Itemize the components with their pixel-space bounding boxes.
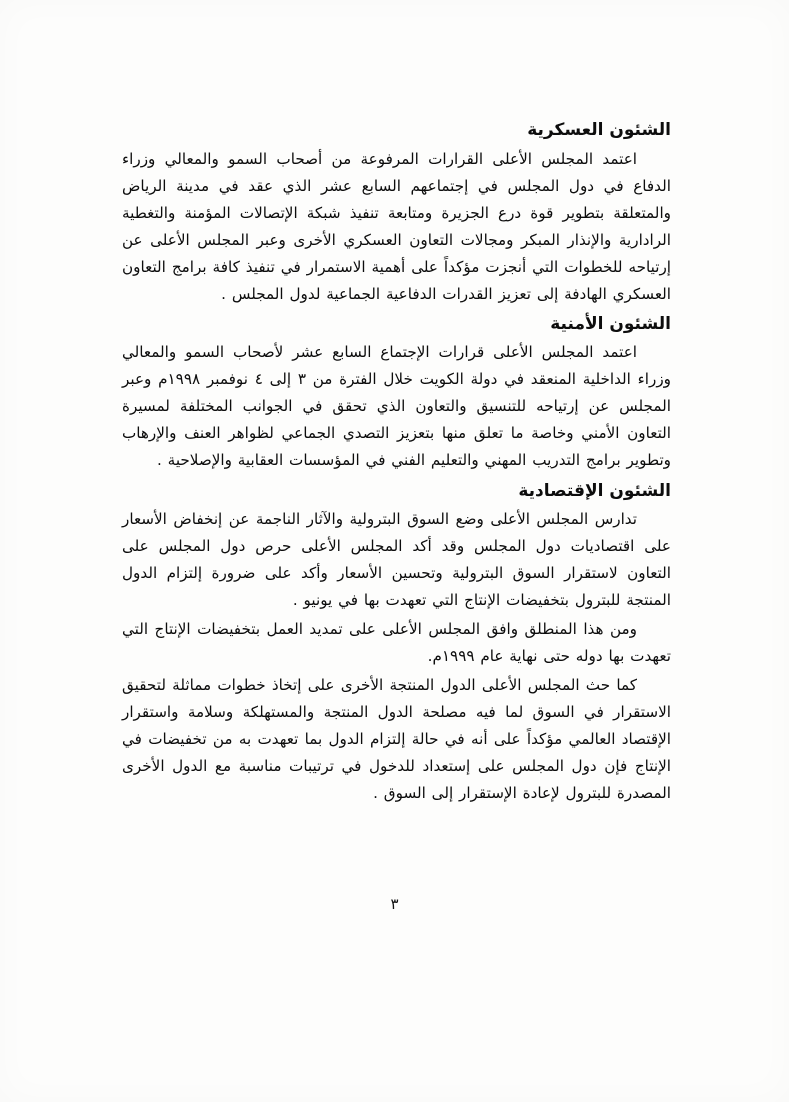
section-security-affairs [122,312,671,475]
paragraph-military-affairs-1: اعتمد المجلس الأعلى القرارات المرفوعة من أصحاب السمو والمعالي وزراء الدفاع في دول المجلس في إجتماعهم السابع عشر الذي عقد في مدينة الرياض والمتعلقة بتطوير قوة درع الجزيرة ومتابعة تنفيذ شبكة الإتصالات المؤمنة والتغطية الرادارية والإنذار المبكر ومجالات التعاون العسكري الأخرى وعبر المجلس الأعلى عن إرتياحه للخطوات التي أنجزت مؤكداً على أهمية الاستمرار في تنفيذ كافة برامج التعاون العسكري الهادفة إلى تعزيز القدرات الدفاعية الجماعية لدول المجلس . [122,149,671,303]
section-heading-security-affairs: الشئون الأمنية [550,313,671,334]
document-body [122,118,671,812]
paragraph-security-affairs-1: اعتمد المجلس الأعلى قرارات الإجتماع السابع عشر لأصحاب السمو والمعالي وزراء الداخلية المنعقد في دولة الكويت خلال الفترة من ٣ إلى ٤ نوفمبر ١٩٩٨م وعبر المجلس عن إرتياحه للتنسيق والتعاون الذي تحقق في الجوانب المختلفة لمسيرة التعاون الأمني وخاصة ما تعلق منها بتعزيز التصدي الجماعي لظواهر العنف والإرهاب وتطوير برامج التدريب المهني والتعليم الفني في المؤسسات العقابية والإصلاحية . [122,343,671,470]
section-military-affairs [122,118,671,308]
section-heading-economic-affairs: الشئون الإقتصادية [518,480,671,501]
section-economic-affairs [122,479,671,808]
page-number: ٣ [390,895,399,913]
paragraph-economic-affairs-3: كما حث المجلس الأعلى الدول المنتجة الأخرى على إتخاذ خطوات مماثلة لتحقيق الاستقرار في السوق لما فيه مصلحة الدول المنتجة والمستهلكة وسلامة واستقرار الإقتصاد العالمي مؤكداً على أنه في حالة إلتزام الدول بما تعهدت به من تخفيضات في الإنتاج فإن دول المجلس على إستعداد للدخول في ترتيبات مناسبة مع الدول الأخرى المصدرة للبترول لإعادة الإستقرار إلى السوق . [122,676,671,803]
paragraph-economic-affairs-1: تدارس المجلس الأعلى وضع السوق البترولية والآثار الناجمة عن إنخفاض الأسعار على اقتصاديات دول المجلس وقد أكد المجلس الأعلى حرص دول المجلس على التعاون لاستقرار السوق البترولية وتحسين الأسعار وأكد على ضرورة إلتزام الدول المنتجة للبترول بتخفيضات الإنتاج التي تعهدت بها في يونيو . [122,510,671,610]
paragraph-economic-affairs-2: ومن هذا المنطلق وافق المجلس الأعلى على تمديد العمل بتخفيضات الإنتاج التي تعهدت بها دوله حتى نهاية عام ١٩٩٩م. [122,620,671,666]
section-heading-military-affairs: الشئون العسكرية [527,120,671,140]
